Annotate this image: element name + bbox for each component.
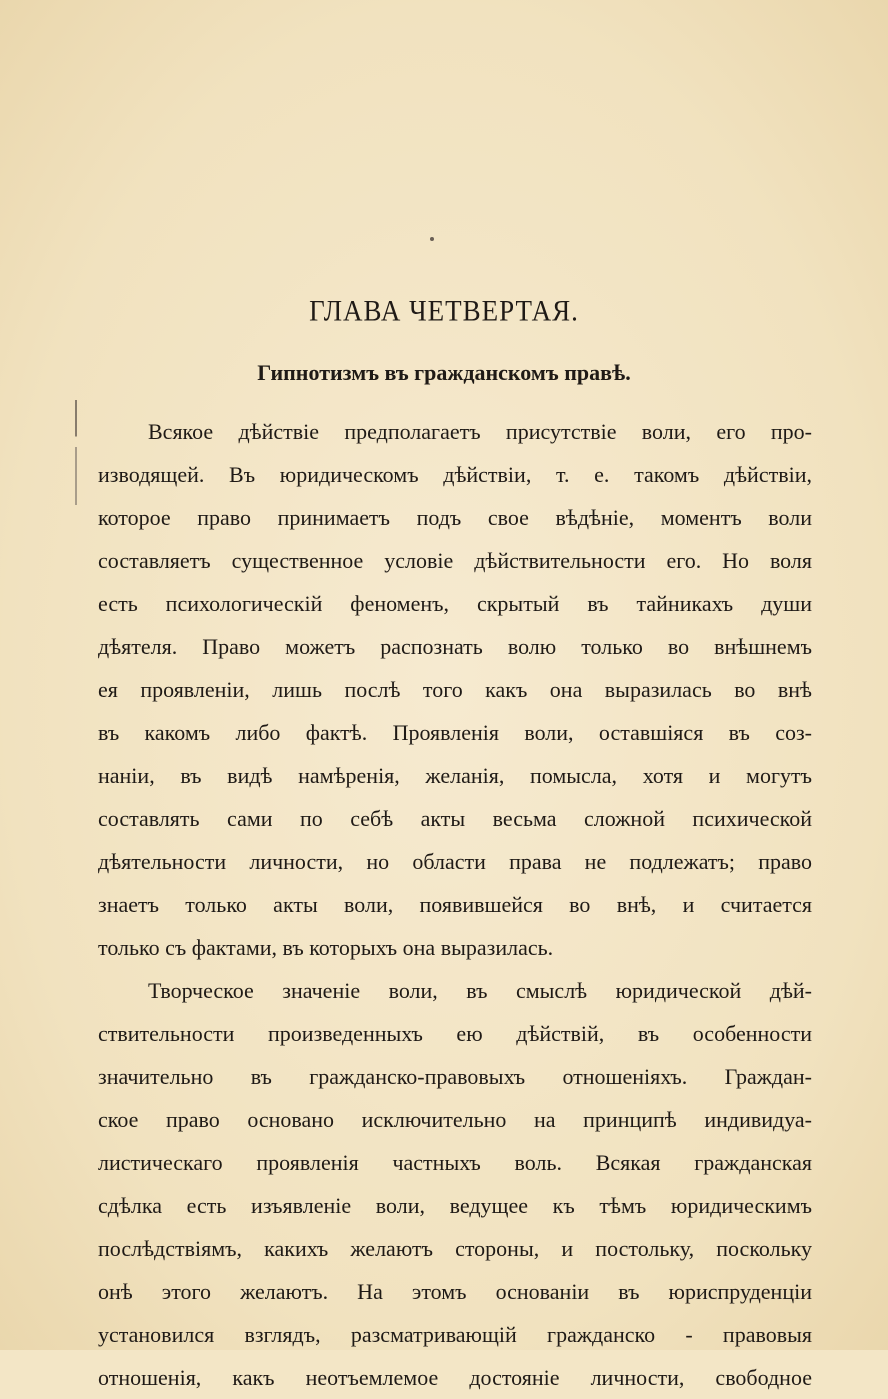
text-line: только съ фактами, въ которыхъ она выразилась. bbox=[98, 935, 554, 960]
margin-pencil-mark bbox=[75, 400, 77, 505]
text-line: дѣятеля. Право можетъ распознать волю только во внѣшнемъ bbox=[98, 634, 812, 659]
text-line: значительно въ гражданско-правовыхъ отношеніяхъ. Граждан- bbox=[98, 1064, 812, 1089]
chapter-title: ГЛАВА ЧЕТВЕРТАЯ. bbox=[309, 294, 579, 328]
text-line: послѣдствіямъ, какихъ желаютъ стороны, и постольку, поскольку bbox=[98, 1236, 812, 1261]
text-line: Всякое дѣйствіе предполагаетъ присутствіе воли, его про- bbox=[148, 419, 812, 444]
text-line: сдѣлка есть изъявленіе воли, ведущее къ тѣмъ юридическимъ bbox=[98, 1193, 812, 1218]
text-line: наніи, въ видѣ намѣренія, желанія, помысла, хотя и могутъ bbox=[98, 763, 812, 788]
body-text bbox=[98, 410, 812, 1399]
text-line: знаетъ только акты воли, появившейся во внѣ, и считается bbox=[98, 892, 812, 917]
text-line: составляетъ существенное условіе дѣйствительности его. Но воля bbox=[98, 548, 812, 573]
ink-dot bbox=[430, 237, 434, 241]
text-line: отношенія, какъ неотъемлемое достояніе личности, свободное bbox=[98, 1365, 812, 1390]
text-line: ея проявленіи, лишь послѣ того какъ она выразилась во внѣ bbox=[98, 677, 812, 702]
section-title: Гипнотизмъ въ гражданскомъ правѣ. bbox=[257, 360, 631, 385]
text-line: ское право основано исключительно на принципѣ индивидуа- bbox=[98, 1107, 812, 1132]
text-line: Творческое значеніе воли, въ смыслѣ юридической дѣй- bbox=[148, 978, 812, 1003]
text-line: онѣ этого желаютъ. На этомъ основаніи въ юриспруденціи bbox=[98, 1279, 812, 1304]
text-line: изводящей. Въ юридическомъ дѣйствіи, т. е. такомъ дѣйствіи, bbox=[98, 462, 812, 487]
text-line: есть психологическій феноменъ, скрытый въ тайникахъ души bbox=[98, 591, 812, 616]
text-line: листическаго проявленія частныхъ воль. Всякая гражданская bbox=[98, 1150, 812, 1175]
text-line: ствительности произведенныхъ ею дѣйствій, въ особенности bbox=[98, 1021, 812, 1046]
text-line: дѣятельности личности, но области права не подлежатъ; право bbox=[98, 849, 812, 874]
text-line: въ какомъ либо фактѣ. Проявленія воли, оставшіяся въ соз- bbox=[98, 720, 812, 745]
text-line: составлять сами по себѣ акты весьма сложной психической bbox=[98, 806, 812, 831]
text-line: которое право принимаетъ подъ свое вѣдѣніе, моментъ воли bbox=[98, 505, 812, 530]
text-line: установился взглядъ, разсматривающій гражданско - правовыя bbox=[98, 1322, 812, 1347]
